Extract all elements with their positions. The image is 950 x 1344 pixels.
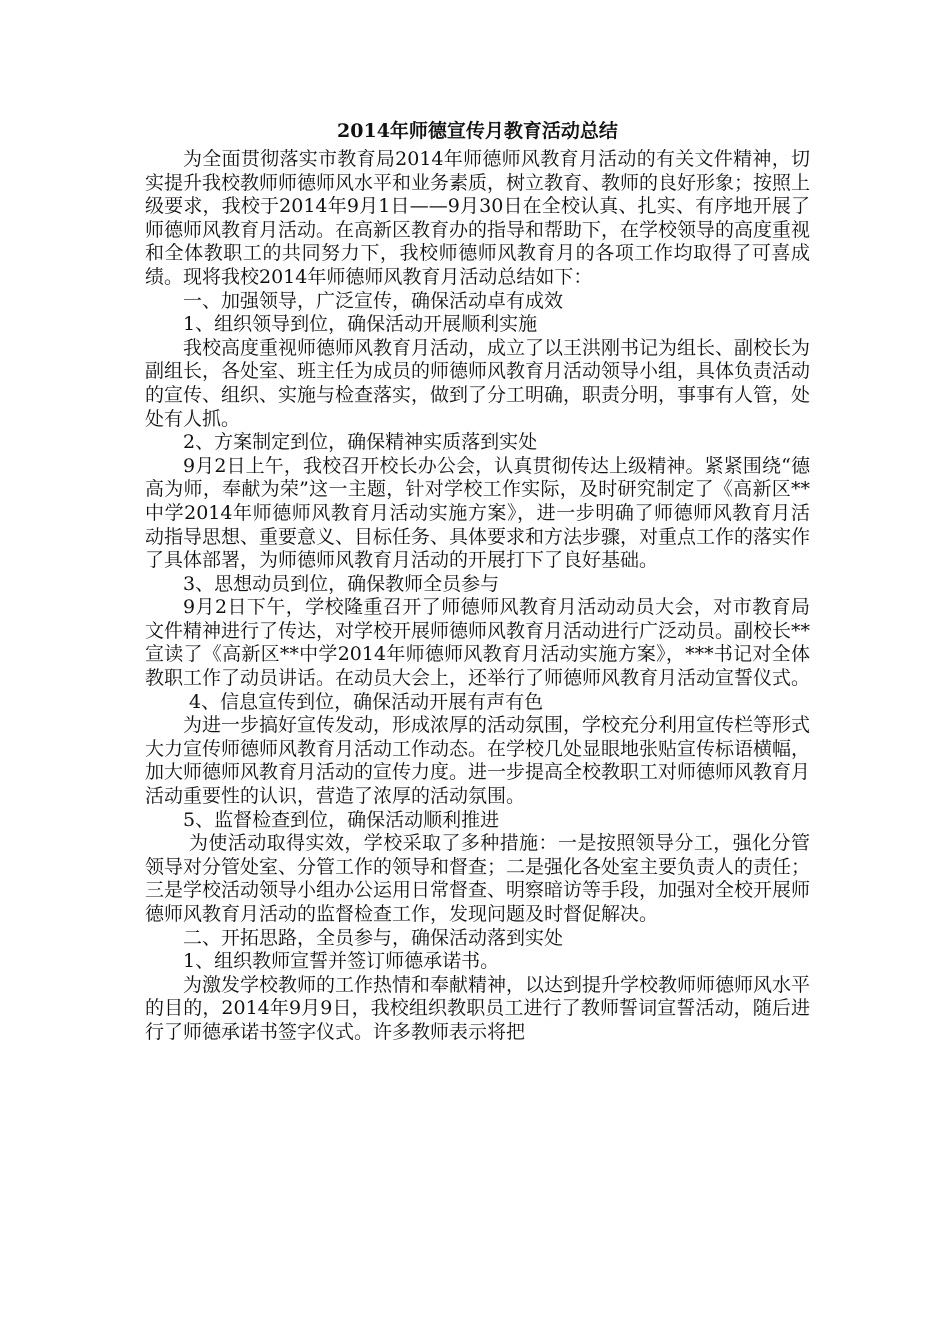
paragraph-1-4: 为进一步搞好宣传发动，形成浓厚的活动氛围，学校充分利用宣传栏等形式大力宣传师德师风教育月活动工作动态。在学校几处显眼地张贴宣传标语横幅，加大师德师风教育月活动的宣传力度。进一步提高全校教职工对师德师风教育月活动重要性的认识，营造了浓厚的活动氛围。: [145, 714, 811, 808]
paragraph-2-1: 为激发学校教师的工作热情和奉献精神，以达到提升学校教师师德师风水平的目的，2014年9月9日，我校组织教职员工进行了教师誓词宣誓活动，随后进行了师德承诺书签字仪式。许多教师表示将把: [145, 973, 811, 1043]
paragraph-1-2: 9月2日上午，我校召开校长办公会，认真贯彻传达上级精神。紧紧围绕“德高为师，奉献为荣”这一主题，针对学校工作实际，及时研究制定了《高新区**中学2014年师德师风教育月活动实施方案》，进一步明确了师德师风教育月活动指导思想、重要意义、目标任务、具体要求和方法步骤，对重点工作的落实作了具体部署，为师德师风教育月活动的开展打下了良好基础。: [145, 454, 811, 572]
subheading-1-3: 3、思想动员到位，确保教师全员参与: [183, 572, 500, 595]
subheading-2-1: 1、组织教师宣誓并签订师德承诺书。: [183, 950, 500, 973]
document-page: [145, 118, 810, 1045]
subheading-1-2: 2、方案制定到位，确保精神实质落到实处: [183, 431, 538, 454]
subheading-1-5: 5、监督检查到位，确保活动顺利推进: [183, 808, 500, 831]
document-title: 2014年师德宣传月教育活动总结: [337, 120, 618, 142]
section-heading-2: 二、开拓思路，全员参与，确保活动落到实处: [183, 926, 564, 949]
subheading-1-4: 4、信息宣传到位，确保活动开展有声有色: [189, 690, 544, 713]
paragraph-1-1: 我校高度重视师德师风教育月活动，成立了以王洪刚书记为组长、副校长为副组长，各处室、班主任为成员的师德师风教育月活动领导小组，具体负责活动的宣传、组织、实施与检查落实，做到了分工明确，职责分明，事事有人管，处处有人抓。: [145, 336, 811, 430]
subheading-1-1: 1、组织领导到位，确保活动开展顺利实施: [183, 313, 538, 336]
paragraph-1-5: 为使活动取得实效，学校采取了多种措施：一是按照领导分工，强化分管领导对分管处室、分管工作的领导和督查；二是强化各处室主要负责人的责任；三是学校活动领导小组办公运用日常督查、明察暗访等手段，加强对全校开展师德师风教育月活动的监督检查工作，发现问题及时督促解决。: [145, 832, 811, 925]
paragraph-intro: 为全面贯彻落实市教育局2014年师德师风教育月活动的有关文件精神，切实提升我校教师师德师风水平和业务素质，树立教育、教师的良好形象；按照上级要求，我校于2014年9月1日——9月30日在全校认真、扎实、有序地开展了师德师风教育月活动。在高新区教育办的指导和帮助下，在学校领导的高度重视和全体教职工的共同努力下，我校师德师风教育月的各项工作均取得了可喜成绩。现将我校2014年师德师风教育月活动总结如下：: [145, 148, 811, 288]
paragraph-1-3: 9月2日下午，学校隆重召开了师德师风教育月活动动员大会，对市教育局文件精神进行了传达，对学校开展师德师风教育月活动进行广泛动员。副校长**宣读了《高新区**中学2014年师德师风教育月活动实施方案》，***书记对全体教职工作了动员讲话。在动员大会上，还举行了师德师风教育月活动宣誓仪式。: [145, 596, 811, 690]
section-heading-1: 一、加强领导，广泛宣传，确保活动卓有成效: [183, 289, 564, 312]
